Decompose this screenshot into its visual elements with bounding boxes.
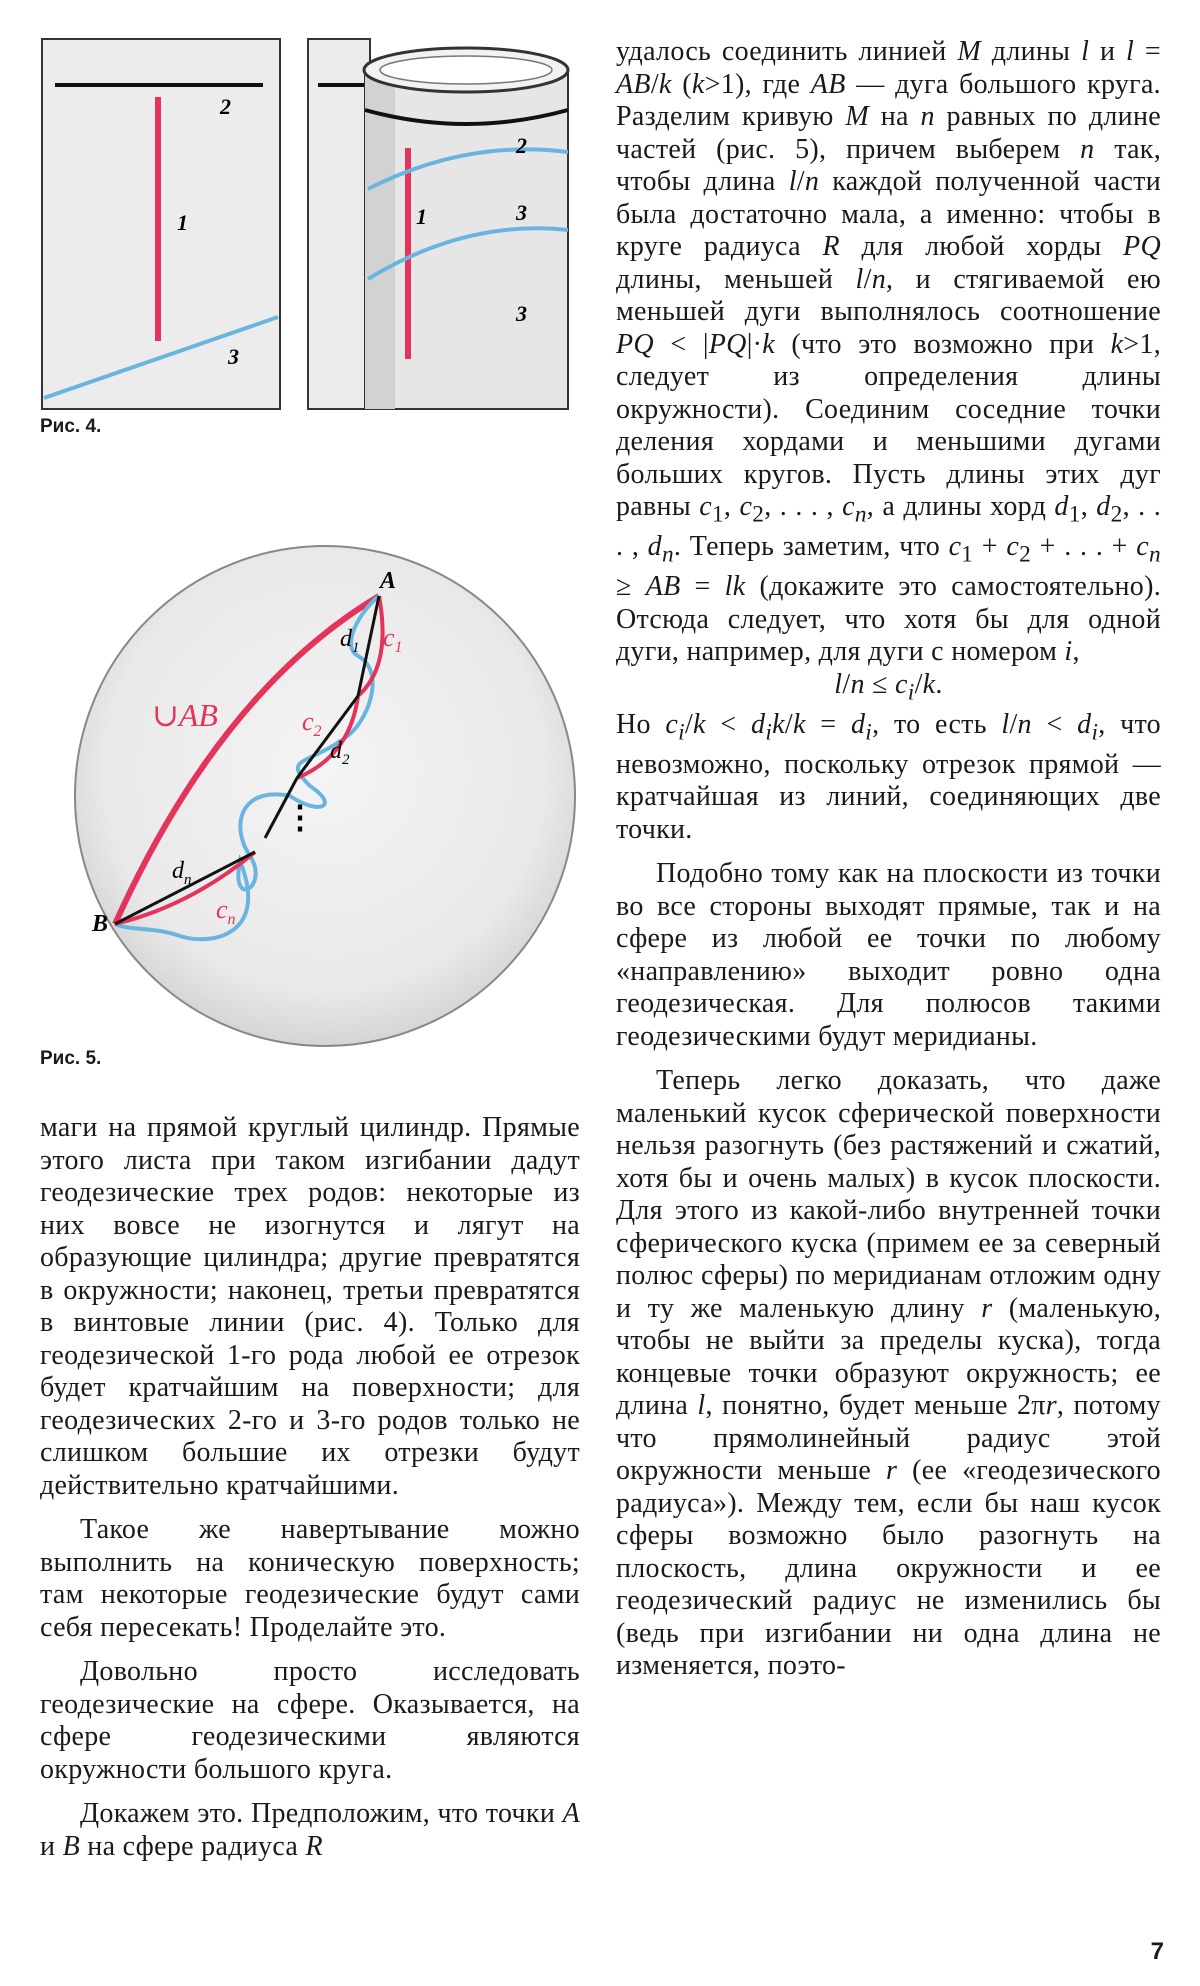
left-paragraph-3: Довольно просто исследовать геодезические на сфере. Оказывается, на сфере геодезическими являются окружности большого круга. <box>40 1656 580 1785</box>
label-d1: $d_1$ <box>340 626 360 656</box>
fig4-rolled-label-1: 1 <box>416 204 427 229</box>
right-column <box>616 36 1161 1683</box>
left-paragraph-4: Докажем это. Предположим, что точки A и B на сфере радиуса R <box>40 1798 580 1862</box>
right-paragraph-3: Подобно тому как на плоскости из точки во все стороны выходят прямые, так и на сфере из любой ее точки по любому «направлению» выходит ровно одна геодезическая. Для полюсов такими геодезическими будут меридианы. <box>616 858 1161 1052</box>
left-paragraph-2: Такое же навертывание можно выполнить на коническую поверхность; там некоторые геодезические будут сами себя пересекать! Проделайте это. <box>40 1514 580 1643</box>
fig4-rolled-label-3b: 3 <box>516 301 527 326</box>
fig4-rolled-label-3a: 3 <box>516 200 527 225</box>
right-paragraph-4: Теперь легко доказать, что даже маленький кусок сферической поверхности нельзя разогнуть (без растяжений и сжатий, хотя бы и очень малых) в кусок плоскости. Для этого из какой-либо внутренней точки сферического куска (примем ее за северный полюс сферы) по меридианам отложим одну и ту же маленькую длину r (маленькую, чтобы не выйти за пределы куска), тогда концевые точки образуют окружность; ее длина l, понятно, будет меньше 2πr, потому что прямолинейный радиус этой окружности меньше r (ее «геодезического радиуса»). Между тем, если бы наш кусок сферы возможно было разогнуть на плоскость, длина окружности и ее геодезический радиус не изменились бы (ведь при изгибании ни одна длина не изменяется, поэто- <box>616 1065 1162 1682</box>
fig4-rolled-label-2: 2 <box>516 133 527 158</box>
label-dn: $d_n$ <box>172 858 192 888</box>
figure-5 <box>40 526 580 1051</box>
fig4-label-2: 2 <box>220 94 231 119</box>
left-column <box>40 1112 580 1863</box>
label-arc-AB: ∪AB <box>152 697 218 733</box>
left-paragraph-1: маги на прямой круглый цилиндр. Прямые этого листа при таком изгибании дадут геодезические трех родов: некоторые из них вовсе не изогнутся и лягут на образующие цилиндра; другие превратятся в окружности; наконец, третьи превратятся в винтовые линии (рис. 4). Только для геодезической 1-го рода любой ее отрезок будет кратчайшим на поверхности; для геодезических 2-го и 3-го родов только не слишком большие их отрезки будут действительно кратчайшими. <box>40 1112 580 1501</box>
cylinder-body <box>365 70 568 409</box>
label-c1: $c_1$ <box>383 623 403 656</box>
fig4-label-1: 1 <box>177 210 188 235</box>
figure-4-caption: Рис. 4. <box>40 416 102 437</box>
figure-4 <box>40 34 580 414</box>
label-B: B <box>92 911 109 937</box>
cylinder-shade <box>365 70 395 409</box>
fig4-label-3: 3 <box>228 344 239 369</box>
right-paragraph-2: Но $c_i/k < d_ik/k = d_i$, то есть $l/n < d_i$, что невозможно, поскольку отрезок прямой — кратчайшая из линий, соединяющих две точки. <box>616 708 1161 845</box>
label-d2: $d_2$ <box>330 738 350 768</box>
cylinder-top-inner <box>380 56 552 84</box>
label-cn: $c_n$ <box>216 895 236 928</box>
right-paragraph-1: удалось соединить линией M длины l и l = AB/k (k>1), где AB — дуга большого круга. Разделим кривую M на n равных по длине частей (рис. 5), причем выберем n так, чтобы длина l/n каждой полученной части была достаточно мала, а именно: чтобы в круге радиуса R для любой хорды PQ длины, меньшей l/n, и стягиваемой ею меньшей дуги выполнялось соотношение PQ < |PQ|·k (что это возможно при k>1, следует из определения длины окружности). Соединим соседние точки деления хордами и меньшими дугами больших кругов. Пусть длины этих дуг равны $c_1$, $c_2$, . . . , $c_n$, а длины хорд $d_1$, $d_2$, . . . , $d_n$. Теперь заметим, что $c_1 + c_2$ + . . . + $c_n$ ≥ AB = lk (докажите это самостоятельно). Отсюда следует, что хотя бы для одной дуги, например, для дуги с номером i, <box>616 36 1162 668</box>
page-number: 7 <box>1150 1938 1164 1965</box>
label-c2: $c_2$ <box>302 707 322 740</box>
rolled-sheet-flat-part <box>308 39 370 409</box>
sphere <box>75 546 575 1046</box>
label-A: A <box>380 568 397 594</box>
label-dots: ⋮ <box>284 799 316 835</box>
figure-5-caption: Рис. 5. <box>40 1048 102 1069</box>
right-formula: $l/n \le c_i/k$. <box>834 668 943 706</box>
